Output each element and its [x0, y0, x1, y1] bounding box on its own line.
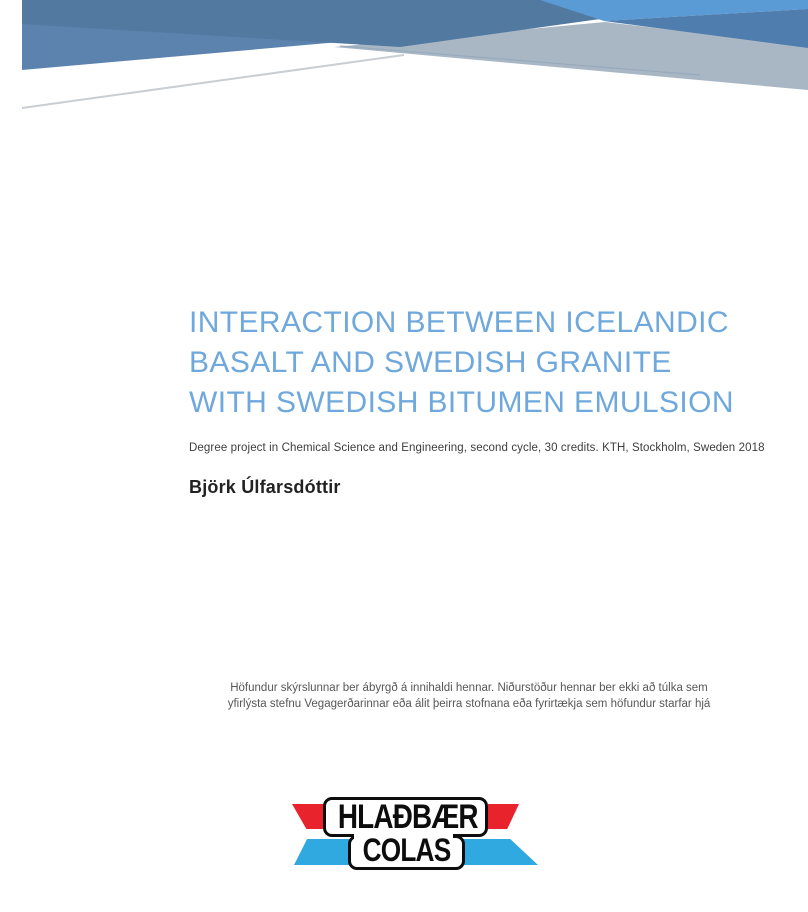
logo-text-colas: COLAS [362, 832, 451, 868]
author-name: Björk Úlfarsdóttir [189, 477, 341, 497]
disclaimer-paragraph [129, 681, 808, 712]
logo-red-wing-right [488, 804, 519, 829]
title-line-1: INTERACTION BETWEEN ICELANDIC [189, 306, 729, 339]
banner-graphic [0, 0, 808, 120]
page-title [189, 303, 769, 423]
disclaimer-line-2: yfirlýsta stefnu Vegagerðarinnar eða álit þeirra stofnana eða fyrirtækja sem höfundur starfar hjá [227, 697, 711, 710]
degree-project-subtitle: Degree project in Chemical Science and Engineering, second cycle, 30 credits. KTH, Stockholm, Sweden 2018 [189, 442, 765, 454]
disclaimer-line-1: Höfundur skýrslunnar ber ábyrgð á innihaldi hennar. Niðurstöður hennar ber ekki að túlka sem [230, 682, 708, 694]
hladbaer-colas-logo [291, 797, 538, 875]
title-line-2: BASALT AND SWEDISH GRANITE [189, 346, 672, 379]
logo-text-hladbaer: HLAÐBÆR [337, 798, 478, 836]
logo-blue-wing-right [463, 839, 538, 865]
title-line-3: WITH SWEDISH BITUMEN EMULSION [189, 386, 734, 419]
logo-blue-wing-left [294, 839, 351, 865]
